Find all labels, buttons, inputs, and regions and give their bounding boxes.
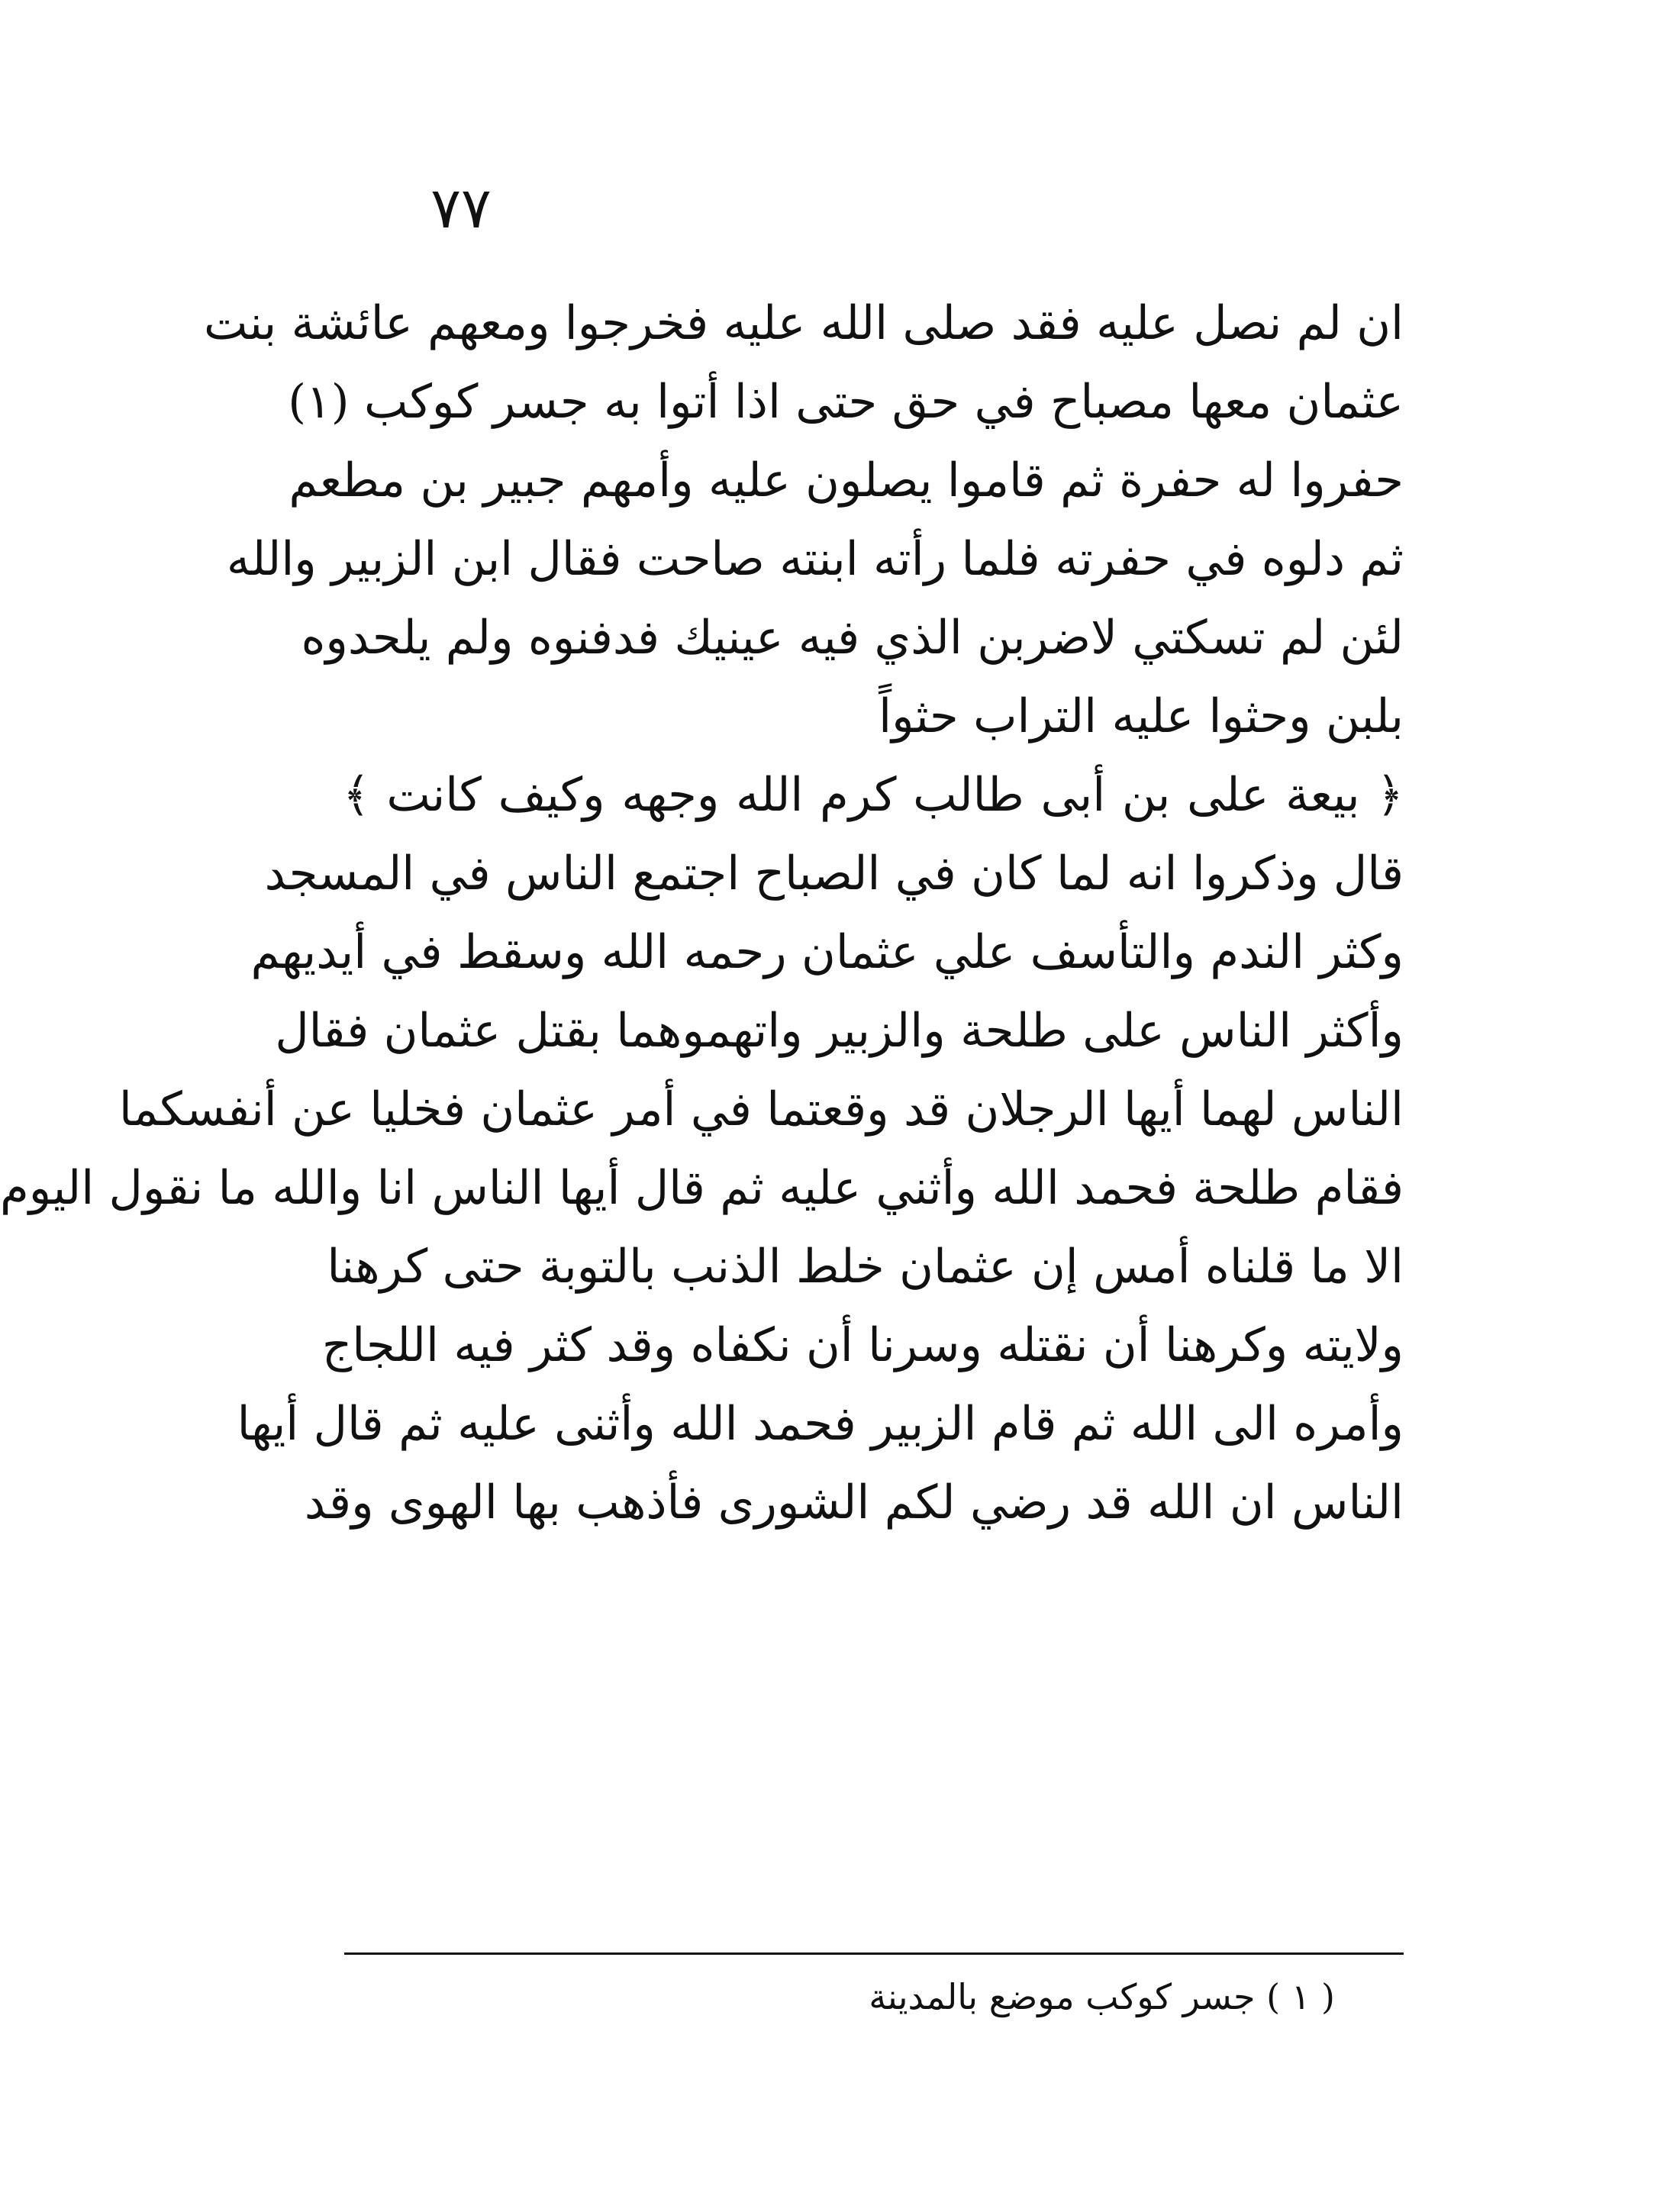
page-number: ٧٧ (430, 176, 492, 241)
text-line: لئن لم تسكتي لاضربن الذي فيه عينيك فدفنوه ولم يلحدوه (301, 611, 1404, 665)
text-line: الناس ان الله قد رضي لكم الشورى فأذهب بها الهوى وقد (304, 1475, 1404, 1530)
footnote: ( ١ ) جسر كوكب موضع بالمدينة (869, 1976, 1335, 2017)
section-heading: ﴿ بيعة على بن أبى طالب كرم الله وجهه وكيف كانت ﴾ (343, 768, 1404, 822)
body-text (0, 284, 1404, 1542)
text-line: ولايته وكرهنا أن نقتله وسرنا أن نكفاه وقد كثر فيه اللجاج (321, 1318, 1404, 1372)
text-line: وكثر الندم والتأسف علي عثمان رحمه الله وسقط في أيديهم (250, 925, 1404, 979)
text-line: عثمان معها مصباح في حق حتى اذا أتوا به جسر كوكب (١) (288, 375, 1404, 429)
text-line: وأكثر الناس على طلحة والزبير واتهموهما بقتل عثمان فقال (275, 1004, 1404, 1058)
text-line: بلبن وحثوا عليه التراب حثواً (879, 689, 1404, 743)
text-line: الناس لهما أيها الرجلان قد وقعتما في أمر عثمان فخليا عن أنفسكما (118, 1082, 1404, 1137)
text-line: قال وذكروا انه لما كان في الصباح اجتمع الناس في المسجد (264, 846, 1404, 901)
text-line: حفروا له حفرة ثم قاموا يصلون عليه وأمهم جبير بن مطعم (289, 453, 1404, 508)
footnote-divider (344, 1952, 1404, 1955)
text-line: وأمره الى الله ثم قام الزبير فحمد الله وأثنى عليه ثم قال أيها (237, 1397, 1404, 1451)
text-line: ثم دلوه في حفرته فلما رأته ابنته صاحت فقال ابن الزبير والله (226, 532, 1404, 586)
text-line: ان لم نصل عليه فقد صلى الله عليه فخرجوا ومعهم عائشة بنت (203, 296, 1404, 350)
text-line: الا ما قلناه أمس إن عثمان خلط الذنب بالتوبة حتى كرهنا (327, 1240, 1404, 1294)
text-line: فقام طلحة فحمد الله وأثني عليه ثم قال أيها الناس انا والله ما نقول اليوم (0, 1161, 1404, 1215)
